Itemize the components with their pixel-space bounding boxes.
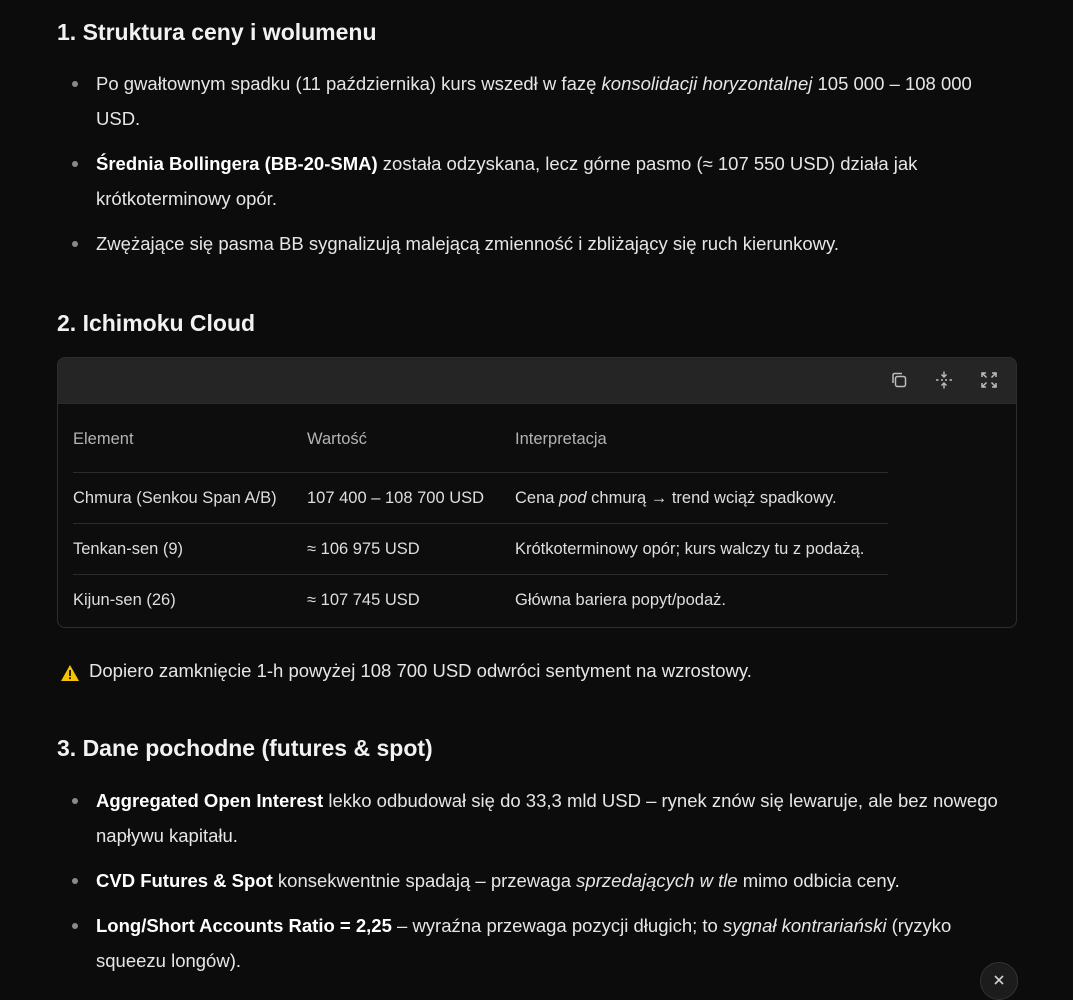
ichimoku-table-card (57, 357, 1017, 628)
list-item: Zwężające się pasma BB sygnalizują malejącą zmienność i zbliżający się ruch kierunkowy. (57, 226, 1017, 261)
copy-icon (890, 371, 908, 389)
cell-value: ≈ 106 975 USD (307, 524, 515, 575)
table-row (73, 473, 888, 524)
collapse-button[interactable] (933, 369, 955, 391)
ichimoku-table (73, 422, 888, 625)
warning-text: Dopiero zamknięcie 1-h powyżej 108 700 USD odwróci sentyment na wzrostowy. (89, 660, 752, 681)
table-row (73, 575, 888, 626)
expand-icon (980, 371, 998, 389)
price-structure-list (57, 66, 1017, 271)
column-header-interpretation: Interpretacja (515, 422, 888, 473)
derivatives-list (57, 783, 1017, 988)
warning-note (60, 657, 752, 685)
cell-interpretation: Cena pod chmurą → trend wciąż spadkowy. (515, 473, 888, 524)
cell-element: Chmura (Senkou Span A/B) (73, 473, 307, 524)
list-item: Po gwałtownym spadku (11 października) kurs wszedł w fazę konsolidacji horyzontalnej 105 000 – 108 000 USD. (57, 66, 1017, 136)
warning-icon (60, 662, 80, 680)
cell-element: Kijun-sen (26) (73, 590, 176, 609)
copy-button[interactable] (888, 369, 910, 391)
cell-value: ≈ 107 745 USD (307, 590, 420, 609)
cell-element: Tenkan-sen (9) (73, 524, 307, 575)
list-item: Long/Short Accounts Ratio = 2,25 – wyraźna przewaga pozycji długich; to sygnał kontrariański (ryzyko squeezu longów). (57, 908, 1017, 978)
close-button[interactable] (980, 962, 1018, 1000)
expand-button[interactable] (978, 369, 1000, 391)
section-heading-price-structure: 1. Struktura ceny i wolumenu (57, 19, 377, 45)
collapse-icon (934, 370, 954, 390)
table-header-row (73, 422, 888, 473)
table-row (73, 524, 888, 575)
cell-interpretation: Krótkoterminowy opór; kurs walczy tu z podażą. (515, 524, 888, 575)
section-heading-ichimoku: 2. Ichimoku Cloud (57, 310, 256, 336)
cell-interpretation: Główna bariera popyt/podaż. (515, 590, 726, 609)
cell-value: 107 400 – 108 700 USD (307, 473, 515, 524)
section-heading-derivatives: 3. Dane pochodne (futures & spot) (57, 735, 433, 761)
column-header-element: Element (73, 422, 307, 473)
list-item: Średnia Bollingera (BB-20-SMA) została odzyskana, lecz górne pasmo (≈ 107 550 USD) działa jak krótkoterminowy opór. (57, 146, 1017, 216)
table-toolbar (58, 358, 1016, 404)
list-item: CVD Futures & Spot konsekwentnie spadają – przewaga sprzedających w tle mimo odbicia ceny. (57, 863, 1017, 898)
list-item: Aggregated Open Interest lekko odbudował się do 33,3 mld USD – rynek znów się lewaruje, ale bez nowego napływu kapitału. (57, 783, 1017, 853)
close-icon (992, 973, 1006, 987)
column-header-value: Wartość (307, 422, 515, 473)
